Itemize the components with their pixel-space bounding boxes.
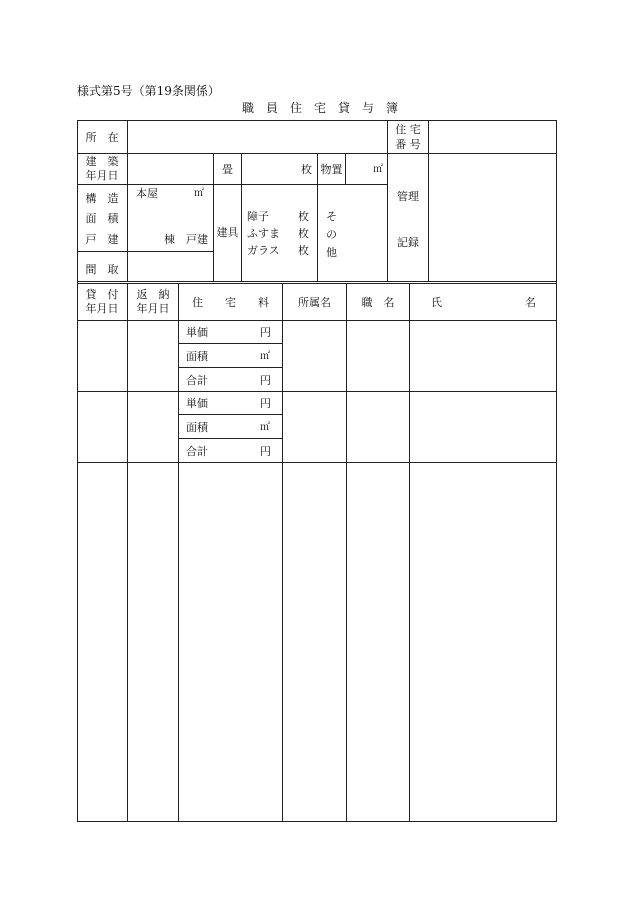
lend-date-label-2: 年月日: [85, 302, 119, 315]
rent-header: 住 宅 料: [192, 296, 269, 309]
return-date-label-1: 返 納: [136, 288, 170, 301]
other-char-1: そ: [326, 210, 337, 223]
tatami-label: 畳: [222, 163, 233, 176]
form-number: 様式第5号（第19条関係）: [77, 84, 220, 98]
fusuma-sheets-unit: 枚: [298, 227, 309, 240]
main-house-label: 本屋: [136, 187, 158, 200]
department-header: 所属名: [298, 296, 331, 309]
return-date-label-2: 年月日: [136, 302, 170, 315]
buildings-label: 戸 建: [85, 233, 119, 246]
shed-label: 物置: [320, 163, 343, 176]
building-count-label: 棟 戸建: [164, 233, 208, 246]
main-house-sqm-unit: ㎡: [194, 188, 204, 199]
other-char-2: の: [326, 228, 337, 241]
area-label: 面 積: [85, 212, 119, 225]
name-header-1: 氏: [431, 296, 442, 309]
fittings-label: 建具: [216, 226, 239, 239]
fusuma-label: ふすま: [247, 227, 280, 240]
glass-label: ガラス: [247, 244, 280, 257]
house-number-label-1: 住 宅: [395, 123, 421, 136]
area-row-label: 面積: [186, 421, 208, 434]
area-row-sqm: ㎡: [260, 351, 270, 362]
unit-price-yen: 円: [260, 326, 271, 339]
position-header: 職 名: [361, 296, 395, 309]
structure-label: 構 造: [85, 192, 119, 205]
total-yen: 円: [260, 445, 271, 458]
other-char-3: 他: [326, 246, 337, 259]
house-number-label-2: 番 号: [395, 138, 421, 151]
unit-price-label: 単価: [186, 326, 208, 339]
management-label-1: 管理: [397, 190, 419, 203]
location-label: 所 在: [85, 131, 119, 144]
total-yen: 円: [260, 374, 271, 387]
lend-date-label-1: 貸 付: [85, 288, 119, 301]
glass-sheets-unit: 枚: [298, 244, 309, 257]
area-row-sqm: ㎡: [260, 422, 270, 433]
area-row-label: 面積: [186, 350, 208, 363]
management-label-2: 記録: [397, 236, 419, 249]
total-label: 合計: [186, 374, 208, 387]
shoji-label: 障子: [247, 210, 269, 223]
form-title: 職 員 住 宅 貸 与 簿: [241, 101, 398, 115]
layout-label: 間 取: [85, 263, 119, 276]
unit-price-yen: 円: [260, 397, 271, 410]
built-date-label-2: 年月日: [85, 169, 119, 182]
sheets-unit: 枚: [301, 163, 312, 176]
total-label: 合計: [186, 445, 208, 458]
shed-sqm-unit: ㎡: [373, 164, 383, 175]
unit-price-label: 単価: [186, 397, 208, 410]
shoji-sheets-unit: 枚: [298, 210, 309, 223]
name-header-2: 名: [525, 296, 536, 309]
built-date-label-1: 建 築: [85, 155, 119, 168]
